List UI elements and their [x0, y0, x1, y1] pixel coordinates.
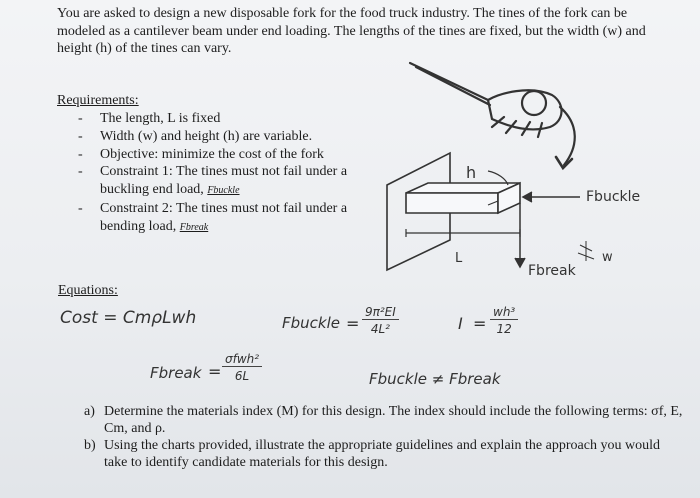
- fbreak-denominator: 6L: [234, 369, 250, 383]
- fork-highlight-circle: [522, 91, 546, 115]
- requirement-item: - Constraint 1: The tines must not fail under a buckling end load, Fbuckle: [78, 164, 348, 198]
- w-dimension: [578, 241, 594, 261]
- fbuckle-inline: Fbuckle: [207, 185, 240, 197]
- i-numerator: wh³: [490, 305, 518, 320]
- equals-sign: =: [208, 362, 222, 381]
- fbreak-fraction: [222, 352, 262, 383]
- label-fbuckle: Fbuckle: [586, 189, 641, 205]
- fbuckle-denominator: 4L²: [370, 322, 390, 336]
- fbuckle-lhs: Fbuckle: [282, 314, 340, 332]
- cost-equation: Cost = CmρLwh: [60, 308, 197, 328]
- requirement-item: - The length, L is fixed: [78, 111, 221, 126]
- fbuckle-arrow: [523, 192, 580, 202]
- label-w: w: [602, 250, 613, 265]
- equals-sign: =: [346, 314, 360, 333]
- fbreak-numerator: σfwh²: [222, 352, 262, 367]
- fork-handle: [410, 63, 488, 100]
- question-a: a) Determine the materials index (M) for this design. The index should include the following terms: σf, E, Cm, and ρ.: [84, 404, 683, 436]
- i-denominator: 12: [496, 322, 512, 336]
- label-L: L: [455, 251, 463, 266]
- i-lhs: I: [458, 314, 463, 333]
- equals-sign: =: [473, 314, 487, 333]
- label-h: h: [466, 163, 477, 182]
- fork-handle-edge: [416, 67, 490, 105]
- fbuckle-fraction: [362, 305, 399, 336]
- requirement-item: - Width (w) and height (h) are variable.: [78, 128, 313, 144]
- question-b: b) Using the charts provided, illustrate the appropriate guidelines and explain the approach you would take to identify candidate materials for this design.: [84, 438, 660, 470]
- intro-paragraph: You are asked to design a new disposable fork for the food truck industry. The tines of the fork can be modeled as a cantilever beam under end loading. The lengths of the tines are fixed, but the width (w) and height (h) of the tines can vary.: [57, 6, 646, 56]
- questions: [84, 404, 684, 472]
- cantilever-fork-diagram: [380, 55, 680, 295]
- label-fbreak: Fbreak: [528, 263, 576, 279]
- requirements-list: [64, 110, 384, 237]
- fbreak-inline: Fbreak: [179, 221, 209, 233]
- fbreak-lhs: Fbreak: [150, 364, 202, 382]
- fbreak-arrow: [515, 203, 525, 267]
- l-dimension: [406, 229, 520, 237]
- fbuckle-numerator: 9π²EI: [362, 305, 399, 320]
- i-fraction: [490, 305, 518, 336]
- equations-heading: Equations:: [58, 283, 118, 298]
- zoom-arrow: [560, 107, 575, 165]
- fork-sketch: [410, 63, 575, 168]
- cantilever-beam: [406, 183, 520, 213]
- requirement-item: - Objective: minimize the cost of the fork: [78, 146, 324, 162]
- requirements-heading: Requirements:: [57, 93, 139, 108]
- requirement-item: - Constraint 2: The tines must not fail under a bending load, Fbreak: [78, 200, 348, 234]
- not-equal-relation: Fbuckle ≠ Fbreak: [369, 370, 501, 388]
